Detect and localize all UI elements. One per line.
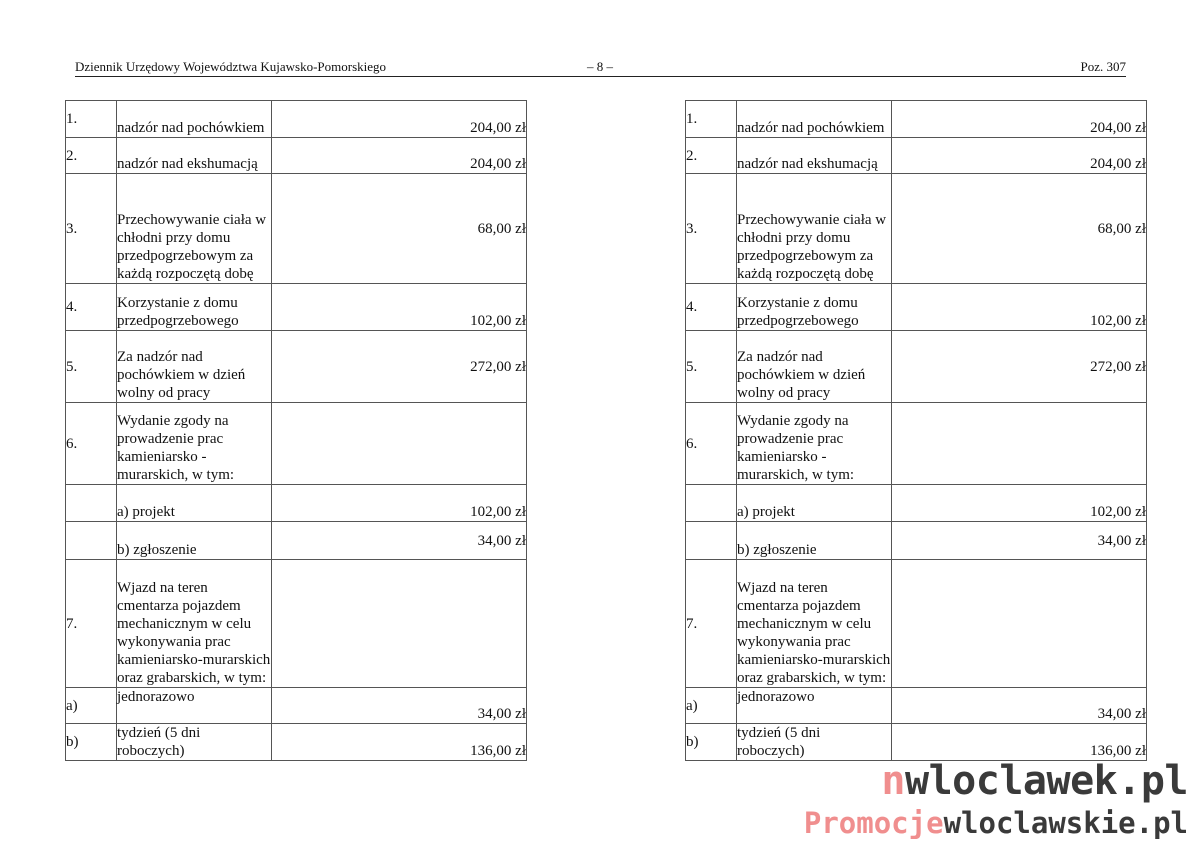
- row-price: 204,00 zł: [272, 101, 527, 138]
- row-number: 3.: [686, 174, 737, 284]
- row-description: jednorazowo: [737, 688, 892, 724]
- table-row: [66, 101, 527, 138]
- row-number: 7.: [686, 560, 737, 688]
- row-description: nadzór nad ekshumacją: [117, 138, 272, 174]
- row-price: 204,00 zł: [892, 138, 1147, 174]
- row-number: 1.: [66, 101, 117, 138]
- table-row: [686, 688, 1147, 724]
- row-price: [892, 560, 1147, 688]
- table-row: [66, 724, 527, 761]
- row-number: 5.: [66, 331, 117, 403]
- row-description: Korzystanie z domu przedpogrzebowego: [117, 284, 272, 331]
- row-description: Korzystanie z domu przedpogrzebowego: [737, 284, 892, 331]
- row-number: [686, 485, 737, 522]
- row-price: 136,00 zł: [272, 724, 527, 761]
- row-number: a): [686, 688, 737, 724]
- row-price: 136,00 zł: [892, 724, 1147, 761]
- page-number: – 8 –: [587, 59, 613, 74]
- row-price: 34,00 zł: [272, 522, 527, 560]
- row-description: Za nadzór nad pochówkiem w dzień wolny od pracy: [117, 331, 272, 403]
- table-row: [66, 688, 527, 724]
- row-description: nadzór nad pochówkiem: [117, 101, 272, 138]
- position-number: Poz. 307: [1080, 59, 1126, 74]
- row-description: Przechowywanie ciała w chłodni przy domu przedpogrzebowym za każdą rozpoczętą dobę: [737, 174, 892, 284]
- row-price: [272, 560, 527, 688]
- row-price: 272,00 zł: [272, 331, 527, 403]
- row-description: Wydanie zgody na prowadzenie prac kamieniarsko - murarskich, w tym:: [117, 403, 272, 485]
- table-row: [66, 284, 527, 331]
- row-price: 272,00 zł: [892, 331, 1147, 403]
- row-number: 2.: [66, 138, 117, 174]
- row-number: 7.: [66, 560, 117, 688]
- row-number: a): [66, 688, 117, 724]
- table-row: [686, 138, 1147, 174]
- journal-title: Dziennik Urzędowy Województwa Kujawsko-Pomorskiego: [75, 59, 387, 74]
- table-row: [686, 522, 1147, 560]
- row-price: 68,00 zł: [892, 174, 1147, 284]
- row-number: 1.: [686, 101, 737, 138]
- row-description: tydzień (5 dni roboczych): [737, 724, 892, 761]
- row-number: [686, 522, 737, 560]
- row-description: b) zgłoszenie: [117, 522, 272, 560]
- row-description: nadzór nad pochówkiem: [737, 101, 892, 138]
- row-number: 6.: [66, 403, 117, 485]
- row-description: b) zgłoszenie: [737, 522, 892, 560]
- table-row: [686, 101, 1147, 138]
- row-number: b): [686, 724, 737, 761]
- table-row: [66, 403, 527, 485]
- row-description: nadzór nad ekshumacją: [737, 138, 892, 174]
- row-number: [66, 485, 117, 522]
- row-price: [892, 403, 1147, 485]
- row-description: a) projekt: [737, 485, 892, 522]
- fee-table-left: [65, 100, 527, 761]
- row-price: 34,00 zł: [892, 522, 1147, 560]
- row-description: tydzień (5 dni roboczych): [117, 724, 272, 761]
- row-number: 4.: [686, 284, 737, 331]
- row-number: 2.: [686, 138, 737, 174]
- table-row: [66, 560, 527, 688]
- row-price: 102,00 zł: [892, 284, 1147, 331]
- table-row: [686, 403, 1147, 485]
- row-price: 34,00 zł: [892, 688, 1147, 724]
- table-row: [66, 138, 527, 174]
- page-header: [75, 56, 1126, 77]
- row-price: 102,00 zł: [892, 485, 1147, 522]
- row-price: 102,00 zł: [272, 284, 527, 331]
- row-number: 4.: [66, 284, 117, 331]
- row-price: 102,00 zł: [272, 485, 527, 522]
- table-row: [686, 284, 1147, 331]
- table-row: [66, 331, 527, 403]
- row-description: jednorazowo: [117, 688, 272, 724]
- watermark-site-accent: n: [881, 758, 906, 804]
- table-row: [686, 560, 1147, 688]
- row-price: 204,00 zł: [272, 138, 527, 174]
- fee-table-right: [685, 100, 1147, 761]
- watermark-promo: [804, 806, 1188, 840]
- watermark-promo-rest: wloclawskie.pl: [943, 806, 1188, 840]
- row-number: b): [66, 724, 117, 761]
- row-price: 34,00 zł: [272, 688, 527, 724]
- watermark-site-rest: wloclawek.pl: [905, 758, 1188, 804]
- row-price: 204,00 zł: [892, 101, 1147, 138]
- watermark-promo-accent: Promocje: [803, 806, 944, 840]
- table-row: [686, 331, 1147, 403]
- row-description: Wydanie zgody na prowadzenie prac kamieniarsko - murarskich, w tym:: [737, 403, 892, 485]
- table-row: [686, 174, 1147, 284]
- row-price: [272, 403, 527, 485]
- table-row: [66, 174, 527, 284]
- table-row: [66, 485, 527, 522]
- row-number: 5.: [686, 331, 737, 403]
- table-row: [66, 522, 527, 560]
- table-row: [686, 724, 1147, 761]
- watermark-site: [881, 758, 1188, 804]
- row-description: Za nadzór nad pochówkiem w dzień wolny od pracy: [737, 331, 892, 403]
- table-row: [686, 485, 1147, 522]
- row-description: Wjazd na teren cmentarza pojazdem mechanicznym w celu wykonywania prac kamieniarsko-murarskich oraz grabarskich, w tym:: [117, 560, 272, 688]
- row-number: 6.: [686, 403, 737, 485]
- row-description: a) projekt: [117, 485, 272, 522]
- row-number: 3.: [66, 174, 117, 284]
- row-number: [66, 522, 117, 560]
- row-price: 68,00 zł: [272, 174, 527, 284]
- row-description: Przechowywanie ciała w chłodni przy domu przedpogrzebowym za każdą rozpoczętą dobę: [117, 174, 272, 284]
- row-description: Wjazd na teren cmentarza pojazdem mechanicznym w celu wykonywania prac kamieniarsko-murarskich oraz grabarskich, w tym:: [737, 560, 892, 688]
